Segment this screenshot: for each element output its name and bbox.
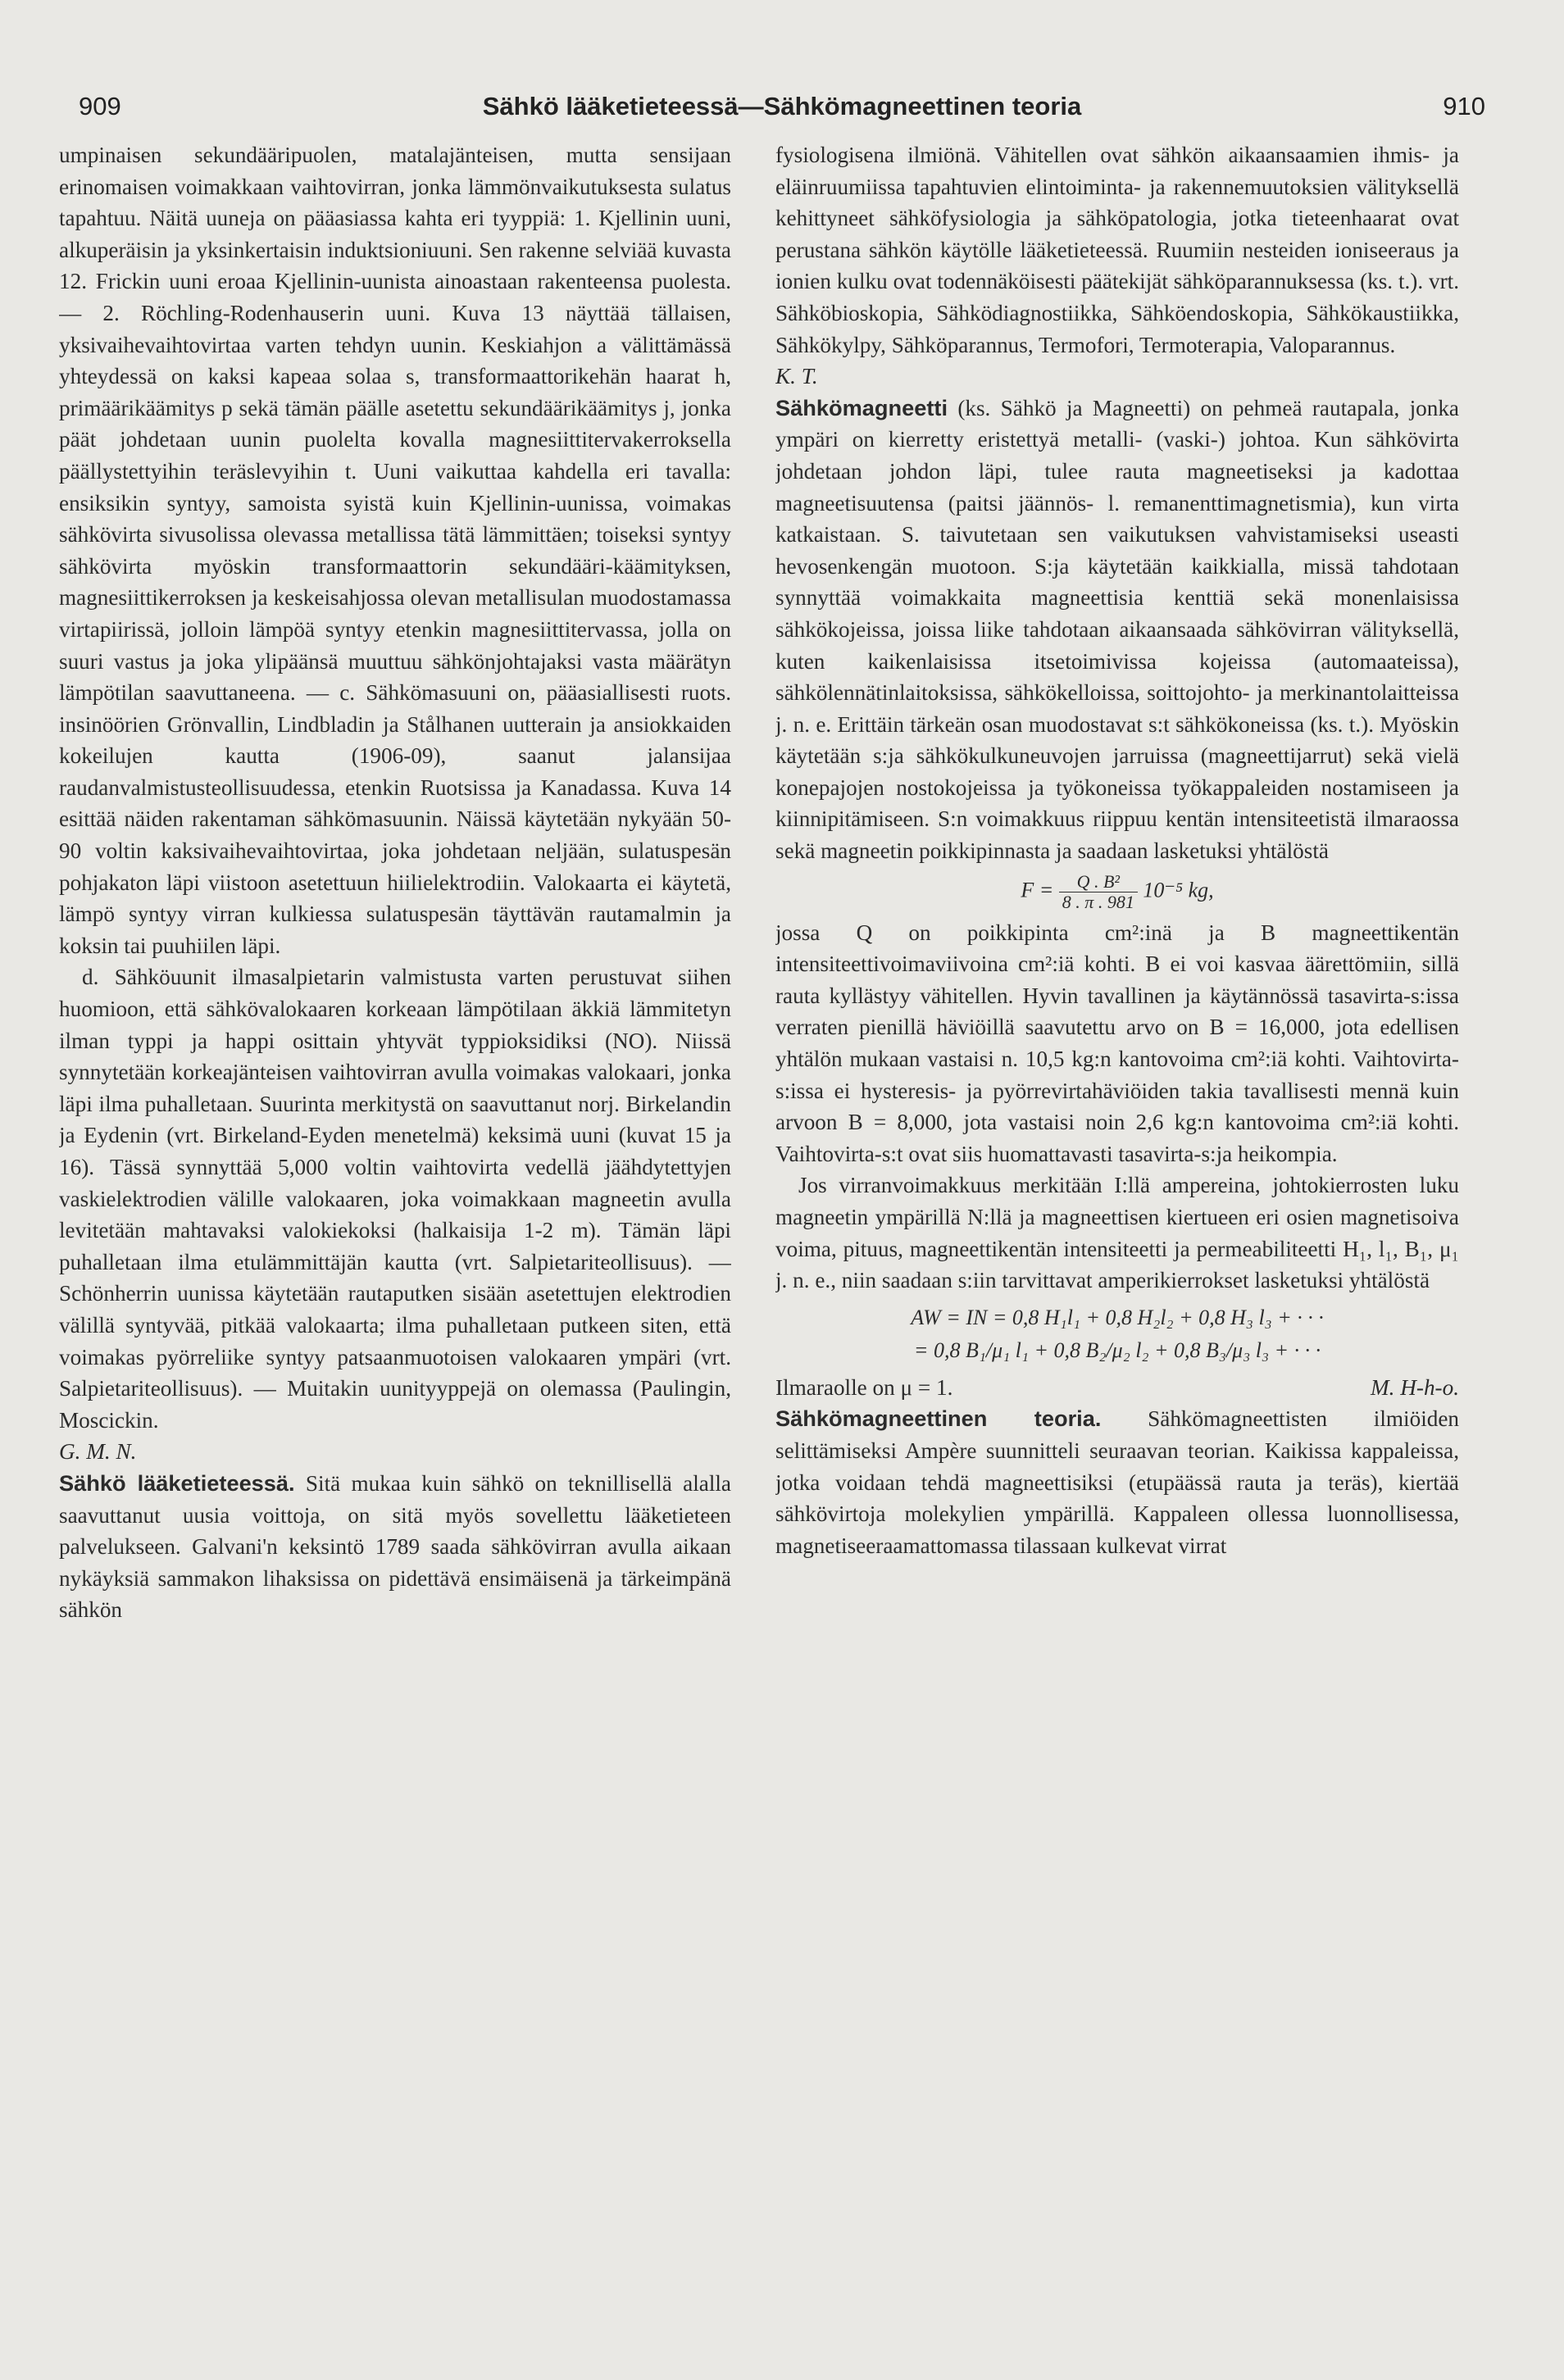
running-header [79,92,1485,125]
entry-text: Sähkömagneettisten ilmiöiden selittämiseksi Ampère suunnitteli seuraavan teorian. Kaikissa kappaleissa, jotka voidaan tehdä magneettisiksi (etupäässä rauta ja teräs), kiertää sähkövirtoja molekylien ympärillä. Kappaleen ollessa luonnollisessa, magnetiseeraamattomassa tilassaan kulkevat virrat [775,1406,1459,1558]
left-column [59,139,731,2352]
equation-ampere-turns [775,1301,1459,1367]
entry-paragraph [775,1403,1459,1561]
equation-numerator: Q . B² [1059,872,1138,892]
running-title: Sähkö lääketieteessä—Sähkömagneettinen teoria [482,92,1082,120]
equation-rhs: 10⁻⁵ kg, [1143,878,1214,902]
entry-text: (ks. Sähkö ja Magneetti) on pehmeä rautapala, jonka ympäri on kierretty eristettyä metalli- (vaski-) johtoa. Kun sähkövirta johdetaan johdon läpi, tulee rauta magneetiseksi ja kadottaa magneetisuutensa (paitsi jäännös- l. remanenttimagnetismia), kun virta katkaistaan. S. taivutetaan sen vaikutuksen vahvistamiseksi useasti hevosenkengän muotoon. S:ja käytetään kaikkialla, missä tahdotaan synnyttää voimakkaita magneettisia kenttiä sekä monenlaisissa sähkökojeissa, joissa liike tahdotaan aikaansaada sähkövirran välityksellä, kuten kaikenlaisissa itsetoimivissa kojeissa (automaateissa), sähkölennätinlaitoksissa, sähkökelloissa, soittojohto- ja merkinantolaitteissa j. n. e. Erittäin tärkeän osan muodostavat s:t sähkökoneissa (ks. t.). Myöskin käytetään s:ja sähkökulkuneuvojen jarruissa (magneettijarrut) sekä vielä konepajojen nostokojeissa ja työkoneissa työkappaleiden nostamiseen ja kiinnipitämiseen. S:n voimakkuus riippuu kentän intensiteetistä ilmaraossa sekä magneetin poikkipinnasta ja saadaan lasketuksi yhtälöstä [775,395,1459,864]
equation-fraction [1059,872,1138,912]
equation-line: = 0,8 B₁/μ₁ l₁ + 0,8 B₂/μ₂ l₂ + 0,8 B₃/μ₃ l₃ + · · · [913,1338,1321,1362]
page-number-right: 910 [1443,92,1485,120]
entry-paragraph [775,393,1459,867]
entry-paragraph [59,1468,731,1626]
equation-denominator: 8 . π . 981 [1062,891,1134,912]
author-signature: M. H-h-o. [1371,1374,1459,1400]
equation-line: AW = IN = 0,8 H₁l₁ + 0,8 H₂l₂ + 0,8 H₃ l₃ + · · · [911,1305,1324,1329]
right-column [775,139,1459,2352]
paragraph: Jos virranvoimakkuus merkitään I:llä ampereina, johtokierrosten luku magneetin ympärillä N:llä ja magneettisen kiertueen eri osien magnetisoiva voima, pituus, magneettikentän intensiteetti ja permeabiliteetti H₁, l₁, B₁, μ₁ j. n. e., niin saadaan s:iin tarvittavat amperikierrokset lasketuksi yhtälöstä [775,1173,1459,1293]
entry-heading: Sähkömagneettinen teoria. [775,1406,1102,1432]
paragraph: d. Sähköuunit ilmasalpietarin valmistusta varten perustuvat siihen huomioon, että sähkövalokaaren korkeaan lämpötilaan äkkiä lämmitetyn ilman typpi ja happi osittain yhtyvät typpioksidiksi (NO). Niissä synnytetään korkeajänteisen vaihtovirran avulla voimakas valokaari, jonka läpi ilma puhalletaan. Suurinta merkitystä on saavuttanut norj. Birkelandin ja Eydenin (vrt. Birkeland-Eyden menetelmä) keksimä uuni (kuvat 15 ja 16). Tässä synnyttää 5,000 voltin vaihtovirta vedellä jäähdytettyjen vaskielektrodien välille valokaaren, joka voimakkaan magneetin avulla levitetään mahtavaksi valokiekoksi (halkaisija 1-2 m). Tämän läpi puhalletaan ilma etulämmittäjän kautta (vrt. Salpietariteollisuus). — Schönherrin uunissa käytetään rautaputken sisään asetettujen elektrodien välillä syntyvää, pitkää valokaarta; ilma puhalletaan putkeen siten, että voimakas pyörreliike syntyy patsaanmuotoisen valokaaren ympäri (vrt. Salpietariteollisuus). — Muitakin uunityyppejä on olemassa (Paulingin, Moscickin. [59,965,731,1433]
paragraph-text: Ilmaraolle on μ = 1. [775,1374,953,1400]
entry-heading: Sähkömagneetti [775,394,948,420]
author-signature: G. M. N. [59,1439,137,1465]
paragraph: jossa Q on poikkipinta cm²:inä ja B magneettikentän intensiteettivoimaviivoina cm²:iä kohti. B ei voi kasvaa äärettömiin, sillä rauta kyllästyy vähitellen. Hyvin tavallinen ja käytännössä tasavirta-s:issa verraten pienillä häviöillä saavutettu arvo on B = 16,000, jota edellisen yhtälön mukaan vastaisi n. 10,5 kg:n kantovoima cm²:iä kohti. Vaihtovirta-s:issa ei hysteresis- ja pyörrevirtahäviöiden takia tavallisesti mennä kuin arvoon B = 8,000, jota vastaisi noin 2,6 kg:n kantovoima cm²:iä kohti. Vaihtovirta-s:t ovat siis huomattavasti tasavirta-s:ja heikompia. [775,920,1459,1166]
paragraph: fysiologisena ilmiönä. Vähitellen ovat sähkön aikaansaamien ihmis- ja eläinruumiissa tapahtuvien elintoiminta- ja rakennemuutoksien välityksellä kehittyneet sähköfysiologia ja sähköpatologia, jotka tieteenhaarat ovat perustana sähkön käytölle lääketieteessä. Ruumiin nesteiden ioniseeraus ja ionien kulku ovat todennäköisesti päätekijät sähköparannuksessa (ks. t.). vrt. Sähköbioskopia, Sähködiagnostiikka, Sähköendoskopia, Sähkökaustiikka, Sähkökylpy, Sähköparannus, Termofori, Termoterapia, Valoparannus. [775,143,1459,357]
page-number-left: 909 [79,92,121,120]
paragraph [775,1372,1459,1404]
paragraph: umpinaisen sekundääripuolen, matalajänteisen, mutta sensijaan erinomaisen voimakkaan vaihtovirran, jonka lämmönvaikutuksesta sulatus tapahtuu. Näitä uuneja on pääasiassa kahta eri tyyppiä: 1. Kjellinin uuni, alkuperäisin ja yksinkertaisin induktsioniuuni. Sen rakenne selviää kuvasta 12. Frickin uuni eroaa Kjellinin-uunista ainoastaan rakenteensa puolesta. — 2. Röchling-Rodenhauserin uuni. Kuva 13 näyttää tällaisen, yksivaihevaihtovirtaa varten tehdyn uunin. Keskiahjon a välittämässä yhteydessä on kaksi kapeaa solaa s, transformaattorikehän haarat h, primäärikäämitys p sekä tämän päälle asetettu sekundäärikäämitys j, jonka päät johdetaan uunin puolelta kovalla magnesiittitervakerroksella päällystettyihin teräslevyihin t. Uuni vaikuttaa kahdella eri tavalla: ensiksikin syntyy, samoista syistä kuin Kjellinin-uunissa, voimakas sähkövirta sivusolissa olevassa metallissa tätä lämmittäen; toiseksi syntyy sähkövirta myöskin transformaattorin sekundääri-käämityksen, magnesiittikerroksen ja keskeisahjossa olevan metallisulan muodostamassa virtapiirissä, jolloin lämpöä syntyy etenkin magnesiittitervassa, jolla on suuri vastus ja joka ylipäänsä muuttuu sähkönjohtajaksi vasta määrätyn lämpötilan saavuttaneena. — c. Sähkömasuuni on, pääasiallisesti ruots. insinöörien Grönvallin, Lindbladin ja Stålhanen uutterain ja ansiokkaiden kokeilujen kautta (1906-09), saanut jalansijaa raudanvalmistusteollisuudessa, etenkin Ruotsissa ja Kanadassa. Kuva 14 esittää näiden rakentaman sähkömasuunin. Näissä käytetään nykyään 50-90 voltin kaksivaihevaihtovirtaa, joka johdetaan neljään, sulatuspesän pohjakaton läpi viistoon asetettuun hiilielektrodiin. Valokaarta ei käytetä, lämpö syntyy virran kulkiessa sulatuspesän täyttävän rautamalmin ja koksin tai puuhiilen läpi. [59,143,731,958]
author-signature: K. T. [775,364,818,389]
entry-heading: Sähkö lääketieteessä. [59,1469,295,1496]
equation-force [775,872,1459,912]
equation-lhs: F = [1021,878,1054,902]
entry-text: Sitä mukaa kuin sähkö on teknillisellä alalla saavuttanut uusia voittoja, on sitä myös sovellettu lääketieteen palvelukseen. Galvani'n keksintö 1789 saada sähkövirran avulla aikaan nykäyksiä sammakon lihaksissa on pidettävä ensimäisenä ja tärkeimpänä sähkön [59,1470,731,1623]
